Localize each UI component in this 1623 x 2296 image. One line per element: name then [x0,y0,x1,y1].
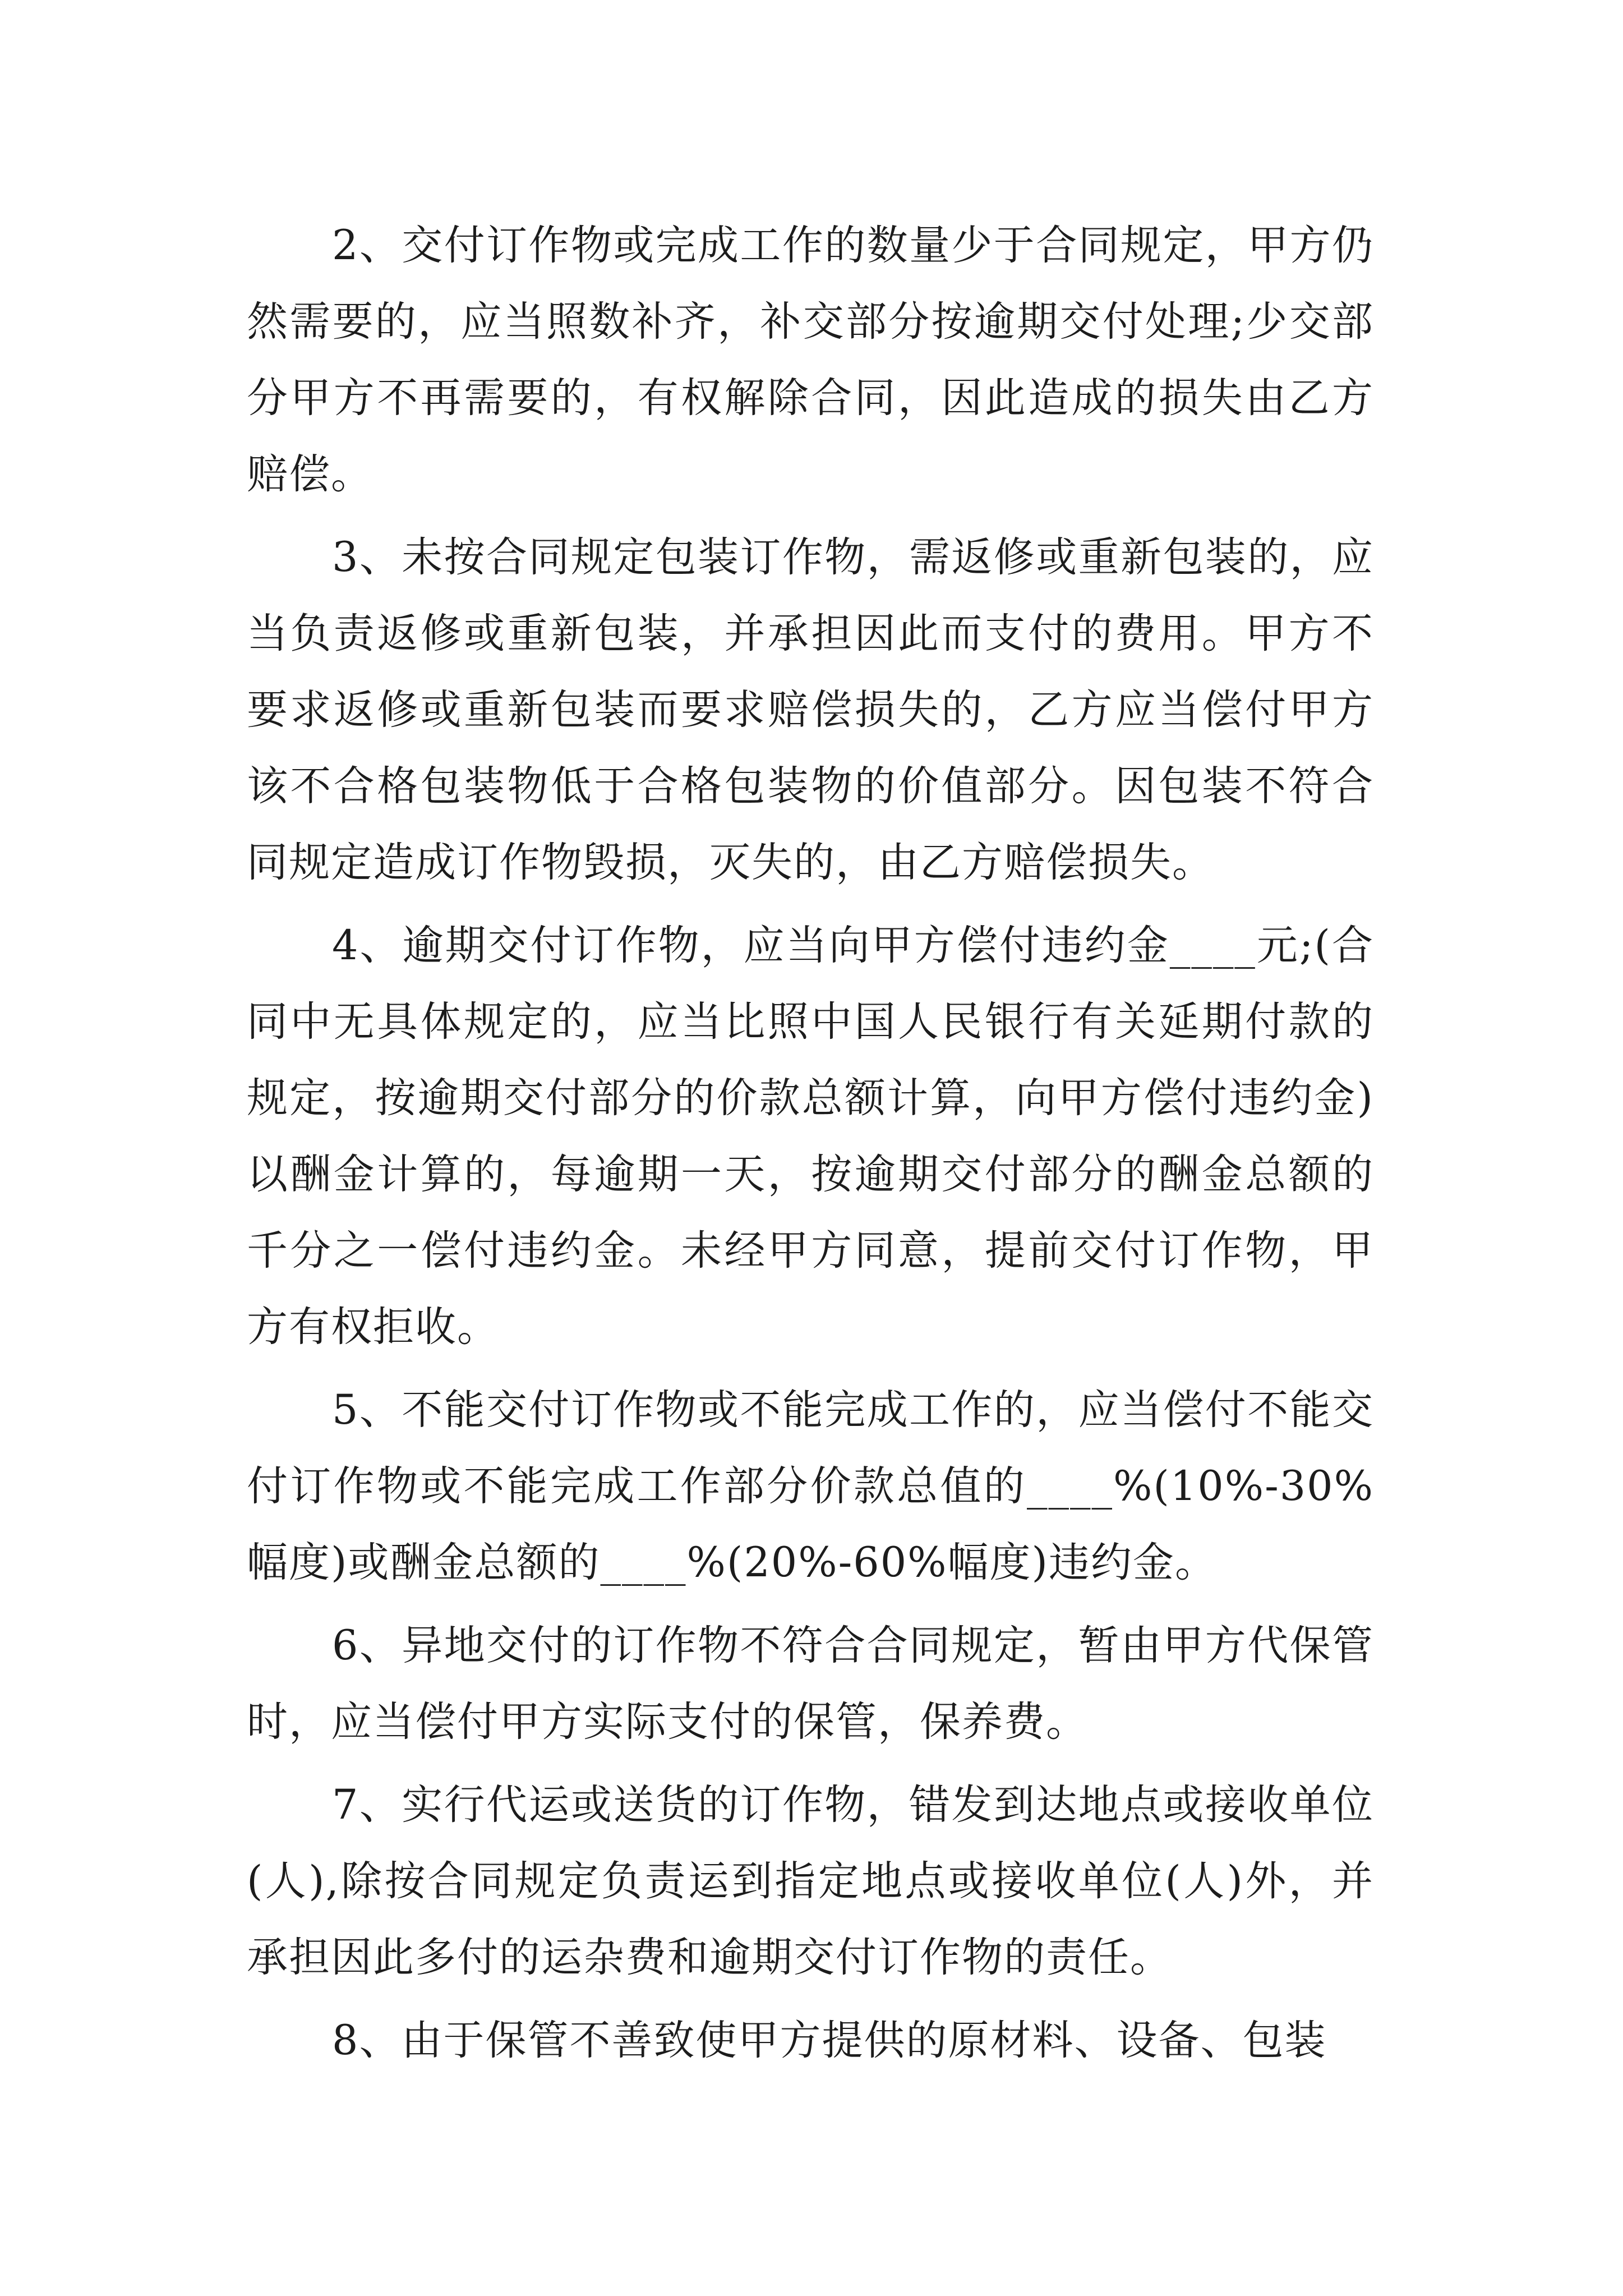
clause-5-paragraph: 5、不能交付订作物或不能完成工作的，应当偿付不能交付订作物或不能完成工作部分价款总值的____%(10%-30%幅度)或酬金总额的____%(20%-60%幅度)违约金。 [247,1386,1374,1586]
clause-3-paragraph: 3、未按合同规定包装订作物，需返修或重新包装的，应当负责返修或重新包装，并承担因此而支付的费用。甲方不要求返修或重新包装而要求赔偿损失的，乙方应当偿付甲方该不合格包装物低于合格包装物的价值部分。因包装不符合同规定造成订作物毁损，灭失的，由乙方赔偿损失。 [247,533,1374,886]
clause-4-paragraph: 4、逾期交付订作物，应当向甲方偿付违约金____元;(合同中无具体规定的，应当比照中国人民银行有关延期付款的规定，按逾期交付部分的价款总额计算，向甲方偿付违约金)以酬金计算的，每逾期一天，按逾期交付部分的酬金总额的千分之一偿付违约金。未经甲方同意，提前交付订作物，甲方有权拒收。 [247,922,1374,1351]
clause-2-paragraph: 2、交付订作物或完成工作的数量少于合同规定，甲方仍然需要的，应当照数补齐，补交部分按逾期交付处理;少交部分甲方不再需要的，有权解除合同，因此造成的损失由乙方赔偿。 [247,222,1374,498]
clause-6-paragraph: 6、异地交付的订作物不符合合同规定，暂由甲方代保管时，应当偿付甲方实际支付的保管，保养费。 [247,1622,1374,1746]
document-body [247,208,1374,2086]
clause-8-paragraph: 8、由于保管不善致使甲方提供的原材料、设备、包装 [332,2017,1327,2064]
clause-7-paragraph: 7、实行代运或送货的订作物，错发到达地点或接收单位(人),除按合同规定负责运到指定地点或接收单位(人)外，并承担因此多付的运杂费和逾期交付订作物的责任。 [247,1781,1374,1981]
